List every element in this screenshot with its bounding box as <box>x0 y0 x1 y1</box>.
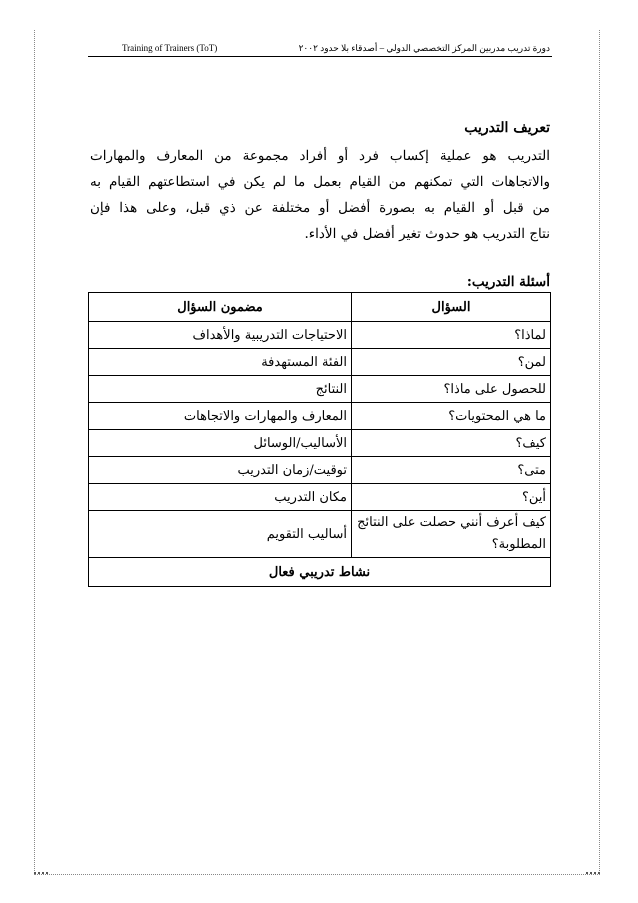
question-cell: متى؟ <box>352 457 551 484</box>
table-footer-row <box>89 558 551 587</box>
section-title: تعريف التدريب <box>464 120 550 136</box>
paragraph-line: نتاج التدريب هو حدوث تغير أفضل في الأداء. <box>304 226 550 242</box>
question-cell: أين؟ <box>352 484 551 511</box>
content-cell: توقيت/زمان التدريب <box>89 457 352 484</box>
table-row <box>89 403 551 430</box>
content-cell: الفئة المستهدفة <box>89 349 352 376</box>
question-cell <box>352 511 551 558</box>
content-cell: الأساليب/الوسائل <box>89 430 352 457</box>
table-row <box>89 511 551 558</box>
column-header-content: مضمون السؤال <box>89 293 352 322</box>
paragraph-line: من قبل أو القيام به بصورة أفضل أو مختلفة عن ذي قبل، وعلى هذا فإن <box>90 200 550 216</box>
question-cell: للحصول على ماذا؟ <box>352 376 551 403</box>
page-header <box>88 40 552 57</box>
header-course-title-en: Training of Trainers (ToT) <box>122 43 218 53</box>
content-cell: الاحتياجات التدريبية والأهداف <box>89 322 352 349</box>
paragraph-line: والاتجاهات التي تمكنهم من القيام بعمل ما لم يكن في استطاعتهم القيام به <box>90 174 550 190</box>
training-questions-table <box>88 292 551 587</box>
content-cell: النتائج <box>89 376 352 403</box>
page-corner-mark-left <box>34 872 48 880</box>
header-course-title-ar: دورة تدريب مدربين المركز التخصصي الدولي – أصدقاء بلا حدود ٢٠٠٢ <box>298 43 550 53</box>
content-cell: المعارف والمهارات والاتجاهات <box>89 403 352 430</box>
column-header-question: السؤال <box>352 293 551 322</box>
question-cell: ما هي المحتويات؟ <box>352 403 551 430</box>
question-cell: لمن؟ <box>352 349 551 376</box>
paragraph-line: التدريب هو عملية إكساب فرد أو أفراد مجموعة من المعارف والمهارات <box>90 148 550 164</box>
table-row <box>89 484 551 511</box>
table-header-row <box>89 293 551 322</box>
table-row <box>89 457 551 484</box>
question-line: المطلوبة؟ <box>491 537 546 552</box>
content-cell: مكان التدريب <box>89 484 352 511</box>
table-row <box>89 322 551 349</box>
question-cell: لماذا؟ <box>352 322 551 349</box>
question-cell: كيف؟ <box>352 430 551 457</box>
table-row <box>89 376 551 403</box>
table-row <box>89 349 551 376</box>
content-cell: أساليب التقويم <box>89 511 352 558</box>
footer-cell: نشاط تدريبي فعال <box>89 558 551 587</box>
table-row <box>89 430 551 457</box>
page-corner-mark-right <box>586 872 600 880</box>
question-line: كيف أعرف أنني حصلت على النتائج <box>357 515 546 530</box>
questions-heading: أسئلة التدريب: <box>466 274 550 290</box>
